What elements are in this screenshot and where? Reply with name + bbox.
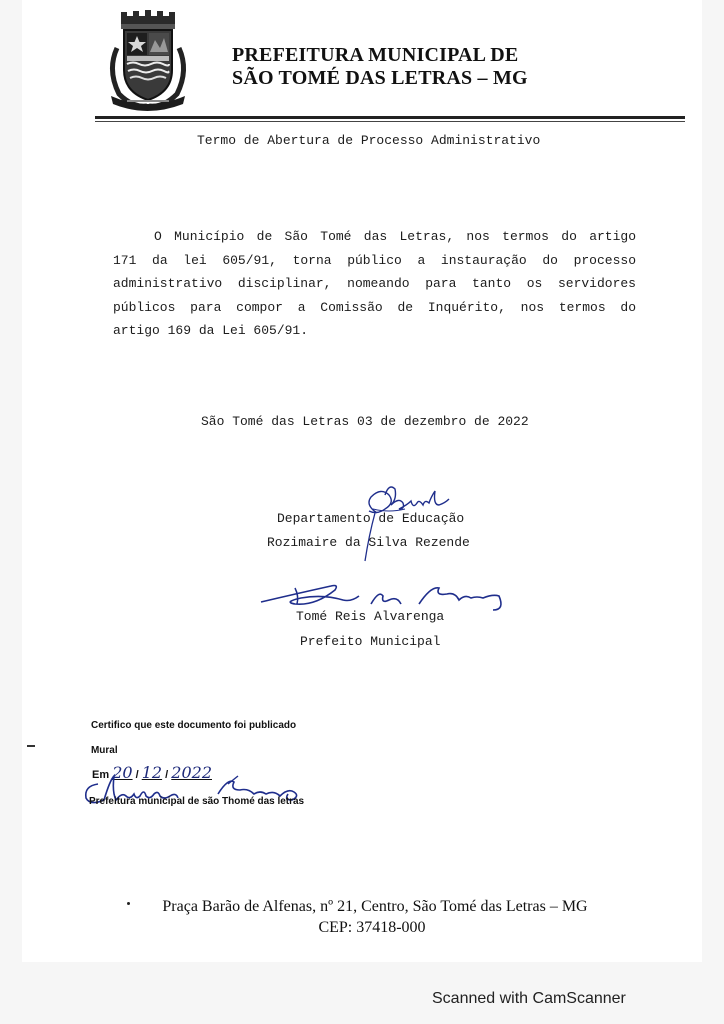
stamp-date-month: 12 bbox=[141, 763, 163, 782]
stamp-date-year: 2022 bbox=[171, 763, 212, 782]
document-subtitle: Termo de Abertura de Processo Administrativo bbox=[197, 133, 541, 148]
stamp-date-day: 20 bbox=[112, 763, 133, 782]
coat-of-arms-logo bbox=[97, 8, 197, 112]
header-title-line2: SÃO TOMÉ DAS LETRAS – MG bbox=[232, 67, 528, 89]
body-line: administrativo disciplinar, nomeando para tanto os servidores bbox=[113, 276, 636, 292]
mayor-role: Prefeito Municipal bbox=[300, 634, 441, 649]
publication-stamp-line1: Certifico que este documento foi publicado bbox=[91, 719, 297, 731]
body-paragraph bbox=[113, 225, 636, 343]
mayor-name: Tomé Reis Alvarenga bbox=[296, 609, 445, 624]
publication-stamp-line2: Mural bbox=[91, 744, 118, 756]
body-line: artigo 169 da Lei 605/91. bbox=[113, 323, 309, 339]
footer-address: Praça Barão de Alfenas, nº 21, Centro, São Tomé das Letras – MG bbox=[162, 898, 588, 915]
camscanner-watermark: Scanned with CamScanner bbox=[432, 990, 626, 1007]
body-line: públicos para compor a Comissão de Inquérito, nos termos do bbox=[113, 299, 636, 315]
publication-stamp-date: Em 20 / 12 / 2022 bbox=[92, 763, 212, 782]
header-divider bbox=[95, 116, 685, 119]
publication-stamp-line4: Prefeitura municipal de são Thomé das letras bbox=[89, 795, 305, 807]
municipality-header bbox=[232, 44, 528, 90]
stamp-date-prefix: Em bbox=[92, 769, 110, 781]
header-divider-thin bbox=[95, 121, 685, 122]
footer-cep: CEP: 37418-000 bbox=[318, 919, 426, 936]
signatory-name: Rozimaire da Silva Rezende bbox=[267, 535, 470, 550]
scan-mark bbox=[27, 745, 35, 747]
dateline: São Tomé das Letras 03 de dezembro de 2022 bbox=[201, 414, 529, 429]
signatory-department: Departamento de Educação bbox=[277, 511, 465, 526]
header-title-line1: PREFEITURA MUNICIPAL DE bbox=[232, 44, 519, 66]
body-line: 171 da lei 605/91, torna público a instauração do processo bbox=[113, 252, 636, 268]
body-line: O Município de São Tomé das Letras, nos termos do artigo bbox=[154, 229, 636, 244]
